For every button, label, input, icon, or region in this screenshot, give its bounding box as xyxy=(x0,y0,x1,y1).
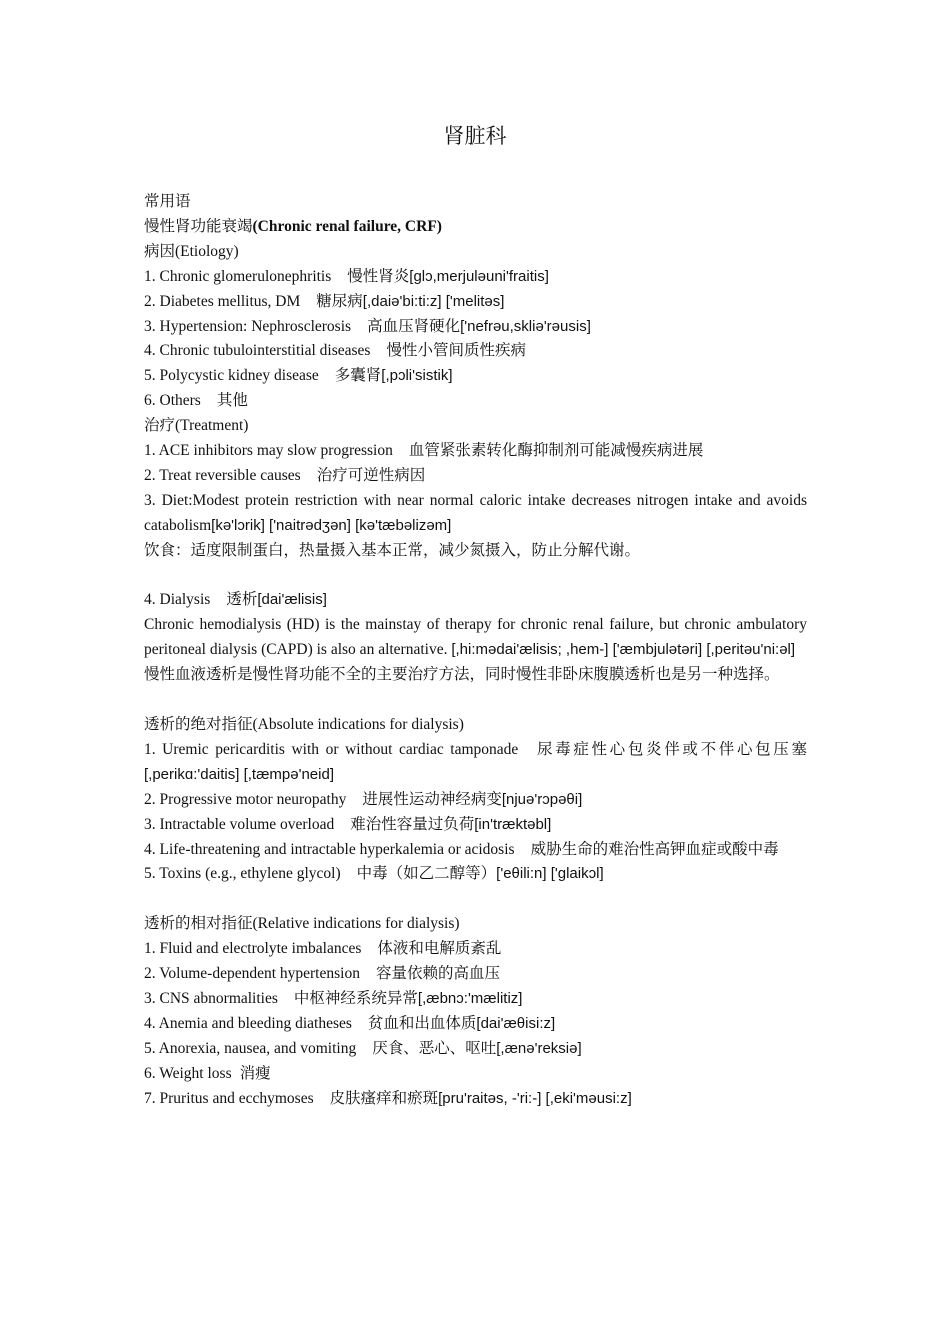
chinese-term: 慢性小管间质性疾病 xyxy=(386,342,526,360)
section-heading-treatment xyxy=(144,414,807,439)
chinese-term: 贫血和出血体质 xyxy=(367,1014,477,1032)
list-item xyxy=(144,290,807,315)
phonetic: [in'træktəbl] xyxy=(474,815,552,833)
list-item xyxy=(144,738,807,788)
list-item xyxy=(144,987,807,1012)
english-term: 4. Anemia and bleeding diatheses xyxy=(144,1014,352,1032)
list-item xyxy=(144,389,807,414)
english-term: 2. Progressive motor neuropathy xyxy=(144,790,347,808)
list-item xyxy=(144,838,807,863)
english-term: 2. Volume-dependent hypertension xyxy=(144,965,360,983)
english-term: 4. Life-threatening and intractable hyperkalemia or acidosis xyxy=(144,840,515,858)
topic-heading-crf xyxy=(144,215,807,240)
chinese-term: 体液和电解质紊乱 xyxy=(377,940,502,958)
english-term: 3. Hypertension: Nephrosclerosis xyxy=(144,317,352,335)
chinese-term: 难治性容量过负荷 xyxy=(350,815,475,833)
list-item xyxy=(144,788,807,813)
chinese-term: 高血压肾硬化 xyxy=(367,317,461,335)
english-term: 6. Weight loss xyxy=(144,1064,232,1082)
list-item xyxy=(144,1087,807,1112)
chinese-term: 治疗可逆性病因 xyxy=(316,466,426,484)
phonetic: [,æbnɔ:'mælitiz] xyxy=(417,989,523,1007)
document-body xyxy=(144,190,807,1111)
text: 常用语 xyxy=(144,193,191,210)
chinese-term: 慢性肾炎 xyxy=(347,267,410,285)
section-heading-absolute-indications xyxy=(144,713,807,738)
english-term: 4. Dialysis xyxy=(144,591,211,609)
list-item xyxy=(144,588,807,613)
chinese-term: 透析 xyxy=(226,591,258,609)
blank-line xyxy=(144,887,807,912)
phonetic: ['eθili:n] ['glaikɔl] xyxy=(496,865,604,883)
phonetic: [,perikɑ:'daitis] [,tæmpə'neid] xyxy=(144,765,334,783)
text: 透析的相对指征(Relative indications for dialysis) xyxy=(144,915,460,933)
text-bold: (Chronic renal failure, CRF) xyxy=(252,217,442,235)
phonetic: [,hi:mədai'ælisis; ,hem-] ['æmbjulətəri] [,peritəu'ni:əl] xyxy=(451,641,796,659)
paragraph-diet xyxy=(144,489,807,539)
list-item xyxy=(144,439,807,464)
list-item xyxy=(144,464,807,489)
chinese-term: 中枢神经系统异常 xyxy=(293,989,418,1007)
list-item xyxy=(144,265,807,290)
chinese-text: 饮食：适度限制蛋白，热量摄入基本正常，减少氮摄入，防止分解代谢。 xyxy=(144,541,641,559)
english-term: 6. Others xyxy=(144,392,201,410)
section-heading-common-terms xyxy=(144,190,807,215)
english-term: 3. Intractable volume overload xyxy=(144,815,335,833)
chinese-term: 糖尿病 xyxy=(316,292,363,310)
phonetic: [glɔ,merjuləuni'fraitis] xyxy=(409,267,549,285)
text: 治疗(Treatment) xyxy=(144,417,249,435)
phonetic: [dai'ælisis] xyxy=(257,591,327,609)
paragraph-dialysis xyxy=(144,613,807,663)
list-item xyxy=(144,937,807,962)
english-term: 1. Fluid and electrolyte imbalances xyxy=(144,940,362,958)
english-term: 5. Polycystic kidney disease xyxy=(144,367,319,385)
list-item xyxy=(144,962,807,987)
phonetic: [,ænə'reksiə] xyxy=(496,1039,582,1057)
chinese-term: 消瘦 xyxy=(239,1064,271,1082)
chinese-term: 厌食、恶心、呕吐 xyxy=(372,1039,497,1057)
list-item xyxy=(144,1037,807,1062)
english-text: 3. Diet:Modest protein restriction with near normal caloric intake decreases nitrogen intake and avoids catabolism xyxy=(144,491,807,534)
english-term: 1. Uremic pericarditis with or without cardiac tamponade xyxy=(144,740,519,758)
text: 病因(Etiology) xyxy=(144,242,239,260)
chinese-text: 慢性血液透析是慢性肾功能不全的主要治疗方法，同时慢性非卧床腹膜透析也是另一种选择。 xyxy=(144,666,780,684)
english-term: 5. Anorexia, nausea, and vomiting xyxy=(144,1039,357,1057)
text: 慢性肾功能衰竭 xyxy=(144,217,253,235)
chinese-term: 容量依赖的高血压 xyxy=(375,965,500,983)
section-heading-relative-indications xyxy=(144,912,807,937)
list-item xyxy=(144,1012,807,1037)
list-item xyxy=(144,1062,807,1087)
chinese-term: 进展性运动神经病变 xyxy=(362,790,502,808)
english-term: 2. Treat reversible causes xyxy=(144,466,301,484)
list-item xyxy=(144,339,807,364)
phonetic: ['nefrəu,skliə'rəusis] xyxy=(460,317,591,335)
text: 透析的绝对指征(Absolute indications for dialysis) xyxy=(144,716,464,733)
chinese-term: 其他 xyxy=(216,392,248,410)
chinese-term: 中毒（如乙二醇等） xyxy=(356,865,497,883)
paragraph-diet-chinese xyxy=(144,539,807,564)
english-term: 2. Diabetes mellitus, DM xyxy=(144,292,301,310)
english-term: 4. Chronic tubulointerstitial diseases xyxy=(144,342,371,360)
phonetic: [njuə'rɔpəθi] xyxy=(501,790,583,808)
english-term: 3. CNS abnormalities xyxy=(144,989,278,1007)
chinese-term: 血管紧张素转化酶抑制剂可能减慢疾病进展 xyxy=(408,442,704,460)
phonetic: [kə'lɔrik] ['naitrədʒən] [kə'tæbəlizəm] xyxy=(211,516,452,534)
phonetic: [,pɔli'sistik] xyxy=(381,367,453,385)
chinese-term: 皮肤瘙痒和瘀斑 xyxy=(329,1089,439,1107)
list-item xyxy=(144,862,807,887)
phonetic: [dai'æθisi:z] xyxy=(476,1014,556,1032)
english-text: Chronic hemodialysis (HD) is the mainstay of therapy for chronic renal failure, but chronic ambulatory peritoneal dialysis (CAPD) is also an alternative. xyxy=(144,616,807,659)
page-title: 肾脏科 xyxy=(443,124,507,148)
section-heading-etiology xyxy=(144,240,807,265)
blank-line xyxy=(144,688,807,713)
list-item xyxy=(144,315,807,340)
list-item xyxy=(144,364,807,389)
blank-line xyxy=(144,564,807,589)
chinese-term: 尿毒症性心包炎伴或不伴心包压塞 xyxy=(534,740,807,758)
english-term: 1. Chronic glomerulonephritis xyxy=(144,267,332,285)
english-term: 7. Pruritus and ecchymoses xyxy=(144,1089,314,1107)
list-item xyxy=(144,813,807,838)
english-term: 5. Toxins (e.g., ethylene glycol) xyxy=(144,865,341,883)
chinese-term: 威胁生命的难治性高钾血症或酸中毒 xyxy=(530,840,779,858)
chinese-term: 多囊肾 xyxy=(334,367,382,385)
paragraph-dialysis-chinese xyxy=(144,663,807,688)
phonetic: [,daiə'bi:ti:z] ['melitəs] xyxy=(362,292,505,310)
english-term: 1. ACE inhibitors may slow progression xyxy=(144,442,393,460)
phonetic: [pru'raitəs, -'ri:-] [,eki'məusi:z] xyxy=(438,1089,632,1107)
